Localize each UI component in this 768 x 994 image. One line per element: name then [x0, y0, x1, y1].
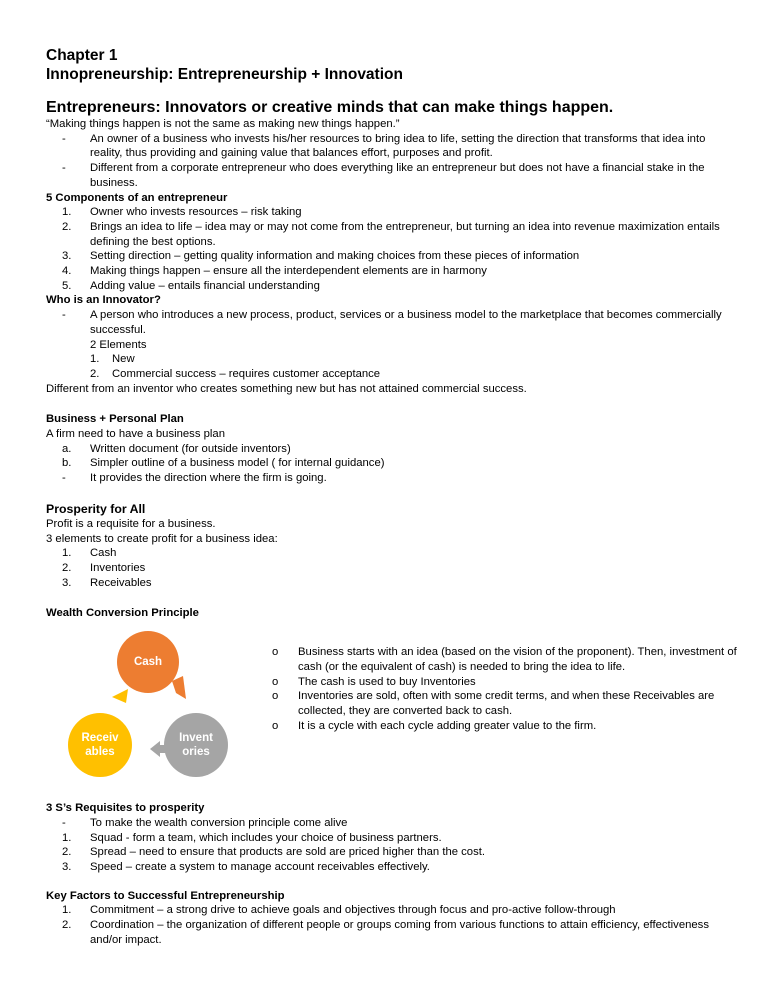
list-item: o It is a cycle with each cycle adding greater value to the firm. [272, 719, 597, 732]
list-item: 4. Making things happen – ensure all the interdependent elements are in harmony [62, 265, 487, 278]
list-item: - Different from a corporate entrepreneur who does everything like an entrepreneur but does not have a financial stake in the business. [62, 162, 705, 189]
list-item: 2. Commercial success – requires customer acceptance [90, 367, 381, 380]
prosperity-list [46, 546, 724, 590]
list-item: a. Written document (for outside inventors) [62, 442, 291, 455]
list-item: 3. Speed – create a system to manage account receivables effectively. [62, 860, 430, 873]
arrow-receivables-to-cash [112, 689, 128, 703]
list-item: 3. Receivables [62, 576, 152, 589]
prosperity-line: Profit is a requisite for a business. [46, 517, 216, 530]
wealth-conversion-diagram [46, 627, 737, 797]
elements-label: 2 Elements [90, 338, 147, 351]
list-item: 2. Spread – need to ensure that products are sold are priced higher than the cost. [62, 846, 486, 859]
arrow-cash-to-inventories [172, 676, 186, 699]
list-item: 2. Brings an idea to life – idea may or may not come from the entrepreneur, but turning an idea into revenue maximization entails defining the best options. [62, 220, 720, 248]
list-item: 2. Inventories [62, 561, 146, 574]
quote: “Making things happen is not the same as making new things happen.” [46, 118, 400, 130]
prosperity-line: 3 elements to create profit for a business idea: [46, 532, 278, 545]
list-item: o Inventories are sold, often with some credit terms, and when these Receivables are collected, they are converted back to cash. [272, 690, 715, 717]
chapter-title: Innopreneurship: Entrepreneurship + Innovation [46, 66, 403, 83]
chapter-label: Chapter 1 [46, 47, 118, 64]
list-item: - It provides the direction where the firm is going. [62, 472, 327, 485]
plan-intro: A firm need to have a business plan [46, 428, 225, 441]
list-item: 1. Cash [62, 547, 117, 560]
s3-heading: 3 S’s Requisites to prosperity [46, 802, 205, 815]
elements-list [46, 352, 724, 381]
key-factors-list [46, 903, 724, 947]
list-item: 1. New [90, 353, 135, 366]
inventories-node: Invent ories [164, 713, 228, 777]
list-item: - An owner of a business who invests his/her resources to bring idea to life, setting the direction that transforms that idea into reality, thus providing and gaining value that balances effort, purposes and profit. [62, 132, 706, 160]
inventor-note: Different from an inventor who creates something new but has not attained commercial success. [46, 382, 527, 395]
list-item: 2. Coordination – the organization of different people or groups coming from various functions to attain efficiency, effectiveness and/or impact. [62, 919, 709, 946]
prosperity-heading: Prosperity for All [46, 501, 146, 516]
arrow-inventories-to-receivables [150, 741, 160, 757]
wcp-bullets [272, 645, 742, 733]
list-item: 5. Adding value – entails financial understanding [62, 279, 320, 292]
entrepreneur-points [46, 132, 724, 191]
plan-heading: Business + Personal Plan [46, 413, 184, 426]
list-item: 1. Squad - form a team, which includes your choice of business partners. [62, 831, 442, 844]
wcp-heading: Wealth Conversion Principle [46, 607, 199, 620]
innovator-points [46, 308, 724, 337]
list-item: 3. Setting direction – getting quality information and making choices from these pieces of information [62, 250, 580, 263]
components-list [46, 205, 724, 293]
list-item: o Business starts with an idea (based on the vision of the proponent). Then, investment of cash (or the equivalent of cash) is needed to bring the idea to life. [272, 646, 737, 673]
list-item: - A person who introduces a new process, product, services or a business model to the marketplace that becomes commercially successful. [62, 309, 722, 336]
receivables-node: Receiv ables [68, 713, 132, 777]
list-item: 1. Owner who invests resources – risk taking [62, 206, 302, 219]
components-heading: 5 Components of an entrepreneur [46, 191, 228, 204]
innovator-heading: Who is an Innovator? [46, 294, 161, 307]
list-item: o The cash is used to buy Inventories [272, 675, 476, 688]
key-factors-heading: Key Factors to Successful Entrepreneurship [46, 889, 285, 902]
s3-list [46, 816, 724, 875]
plan-list [46, 442, 724, 486]
list-item: b. Simpler outline of a business model ( for internal guidance) [62, 457, 385, 470]
list-item: 1. Commitment – a strong drive to achieve goals and objectives through focus and pro-active follow-through [62, 904, 616, 917]
cash-node: Cash [117, 631, 179, 693]
entrepreneurs-heading: Entrepreneurs: Innovators or creative minds that can make things happen. [46, 99, 614, 116]
list-item: - To make the wealth conversion principle come alive [62, 816, 348, 829]
